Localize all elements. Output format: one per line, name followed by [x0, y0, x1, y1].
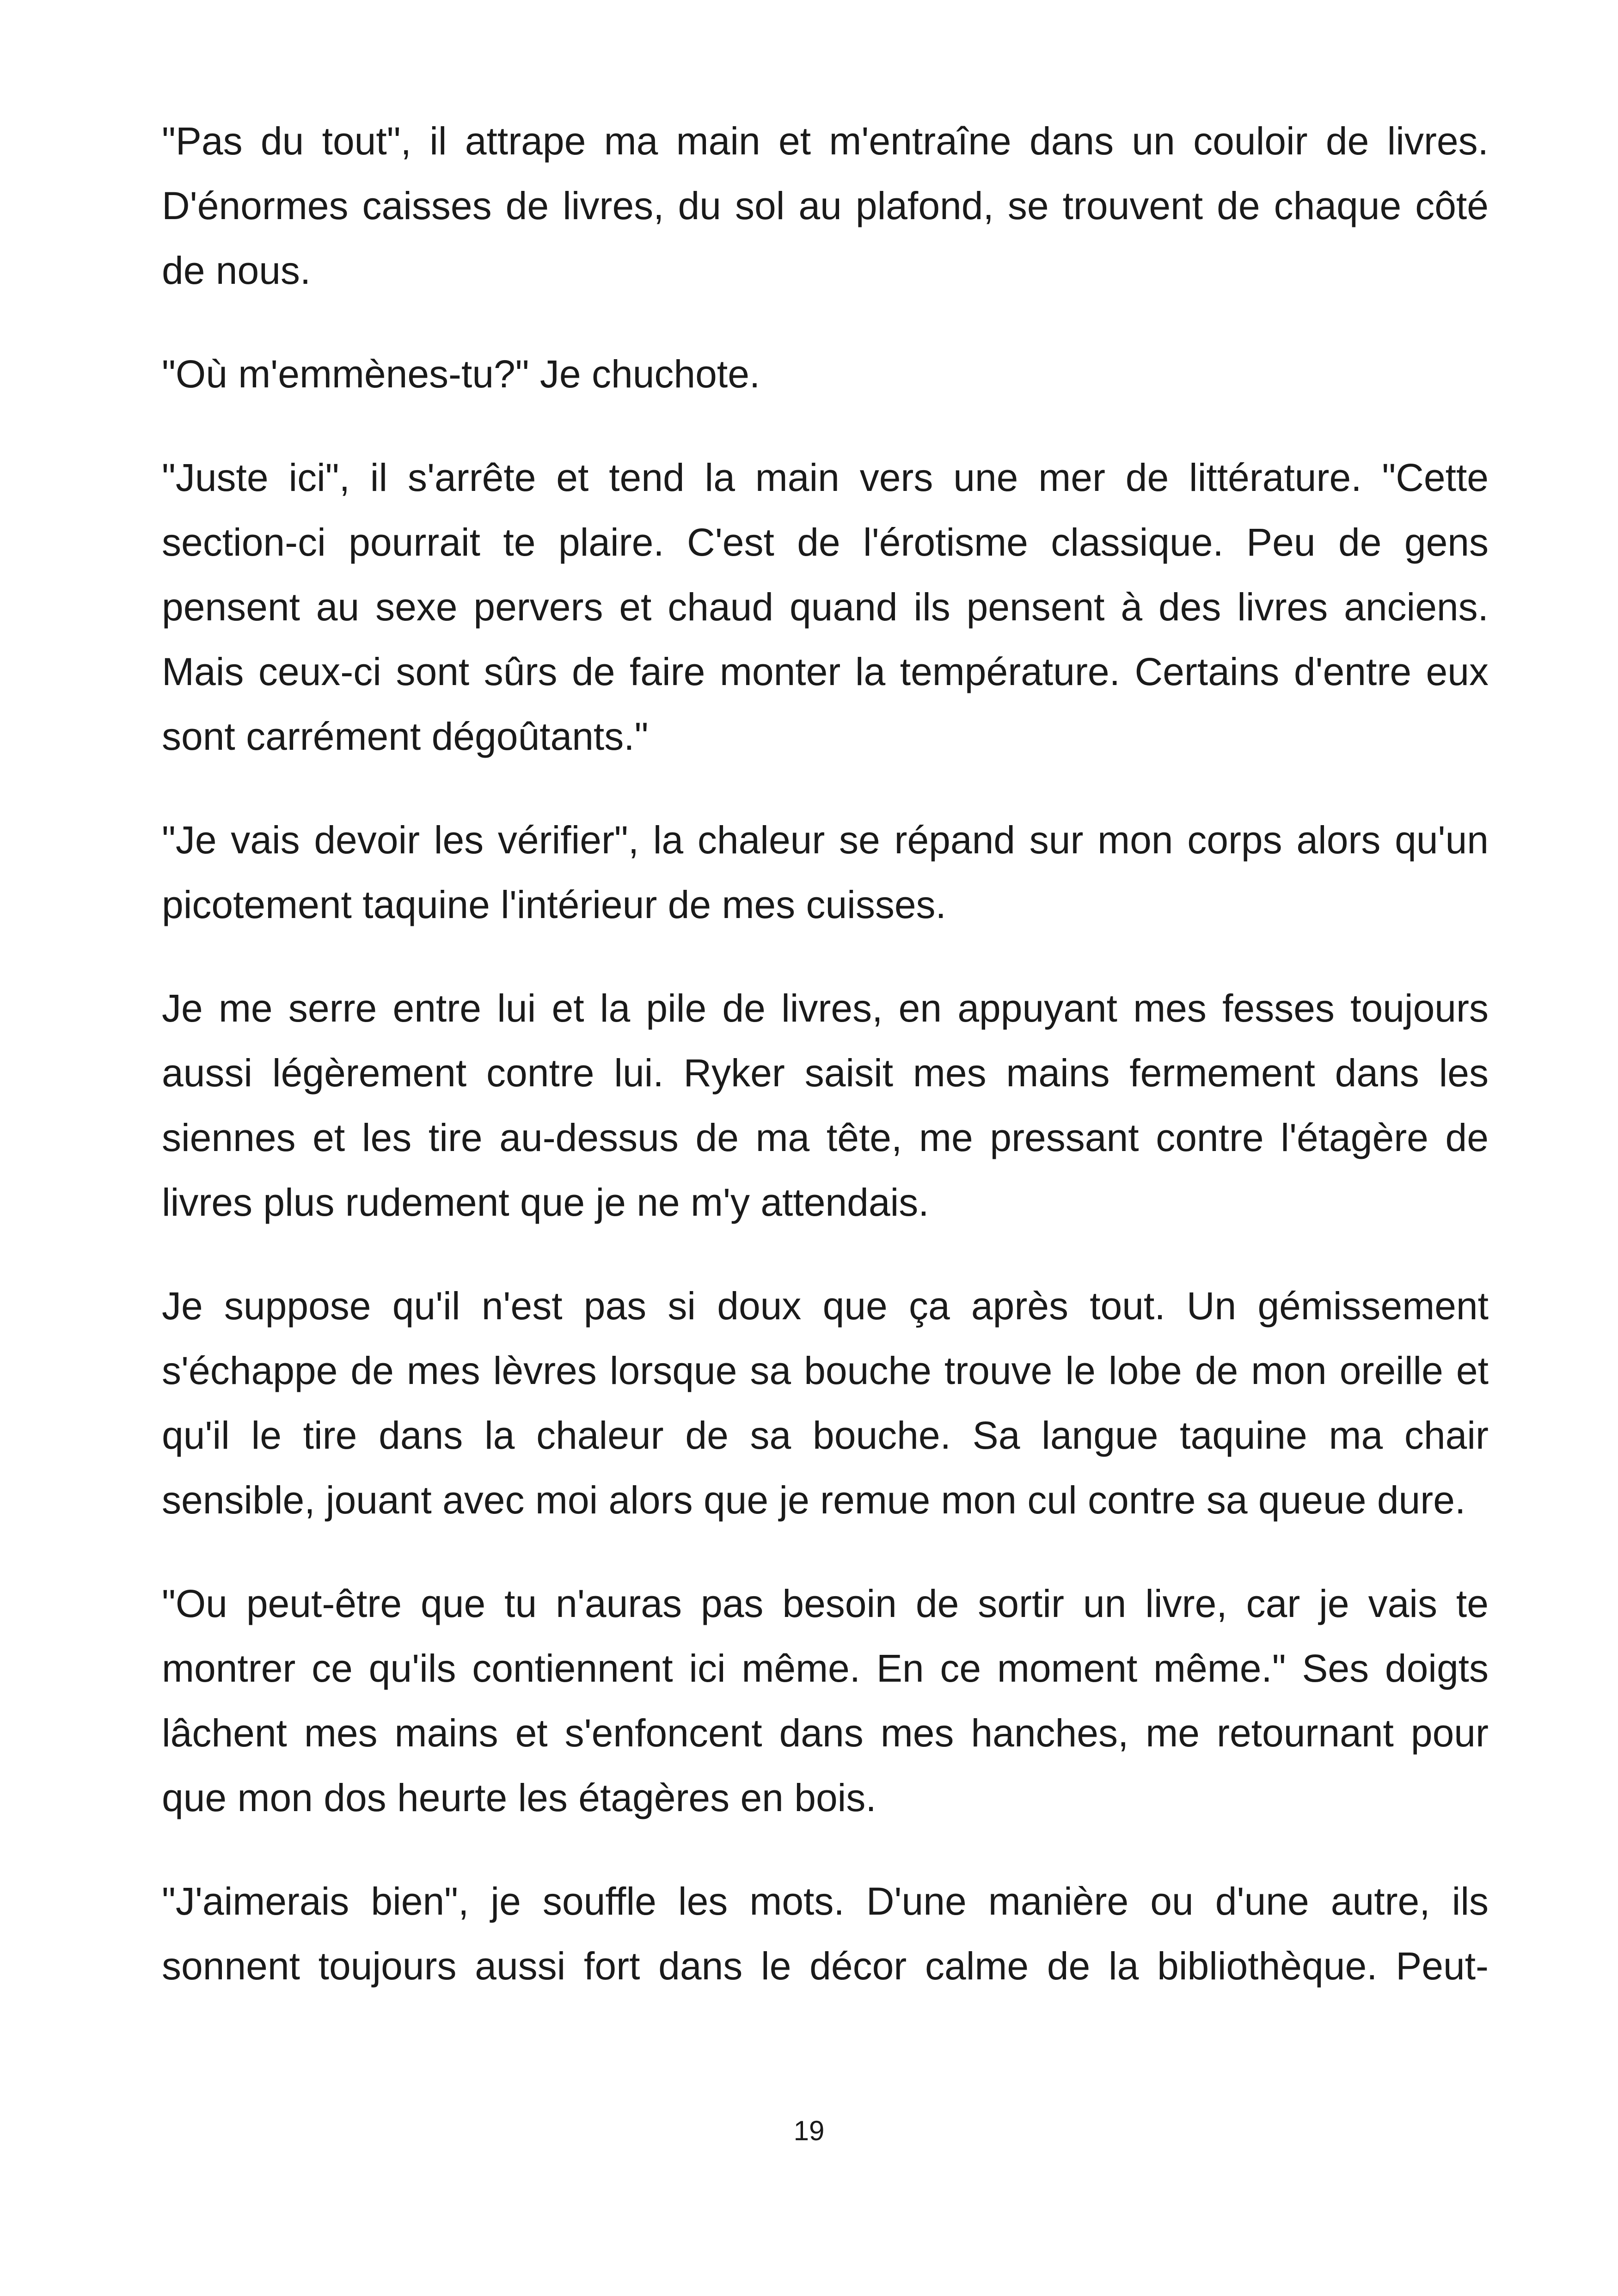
- paragraph-6: Je suppose qu'il n'est pas si doux que ça après tout. Un gémissement s'échappe de mes lèvres lorsque sa bouche trouve le lobe de mon oreille et qu'il le tire dans la chaleur de sa bouche. Sa langue taquine ma chair sensible, jouant avec moi alors que je remue mon cul contre sa queue dure.: [162, 1284, 1489, 1522]
- paragraph-4: "Je vais devoir les vérifier", la chaleur se répand sur mon corps alors qu'un picotement taquine l'intérieur de mes cuisses.: [162, 818, 1489, 926]
- paragraph-3: "Juste ici", il s'arrête et tend la main vers une mer de littérature. "Cette section-ci pourrait te plaire. C'est de l'érotisme classique. Peu de gens pensent au sexe pervers et chaud quand ils pensent à des livres anciens. Mais ceux-ci sont sûrs de faire monter la température. Certains d'entre eux sont carrément dégoûtants.": [162, 456, 1489, 758]
- paragraph-7: "Ou peut-être que tu n'auras pas besoin de sortir un livre, car je vais te montrer ce qu'ils contiennent ici même. En ce moment même." Ses doigts lâchent mes mains et s'enfoncent dans mes hanches, me retournant pour que mon dos heurte les étagères en bois.: [162, 1582, 1489, 1819]
- paragraph-2: "Où m'emmènes-tu?" Je chuchote.: [162, 352, 760, 396]
- paragraph-8: "J'aimerais bien", je souffle les mots. D'une manière ou d'une autre, ils sonnent toujours aussi fort dans le décor calme de la bibliothèque. Peut-: [162, 1880, 1489, 1988]
- paragraph-5: Je me serre entre lui et la pile de livres, en appuyant mes fesses toujours aussi légèrement contre lui. Ryker saisit mes mains fermement dans les siennes et les tire au-dessus de ma tête, me pressant contre l'étagère de livres plus rudement que je ne m'y attendais.: [162, 986, 1489, 1224]
- body-text: [162, 109, 1489, 2037]
- paragraph-1: "Pas du tout", il attrape ma main et m'entraîne dans un couloir de livres. D'énormes caisses de livres, du sol au plafond, se trouvent de chaque côté de nous.: [162, 119, 1489, 292]
- page-number: 19: [793, 2115, 825, 2146]
